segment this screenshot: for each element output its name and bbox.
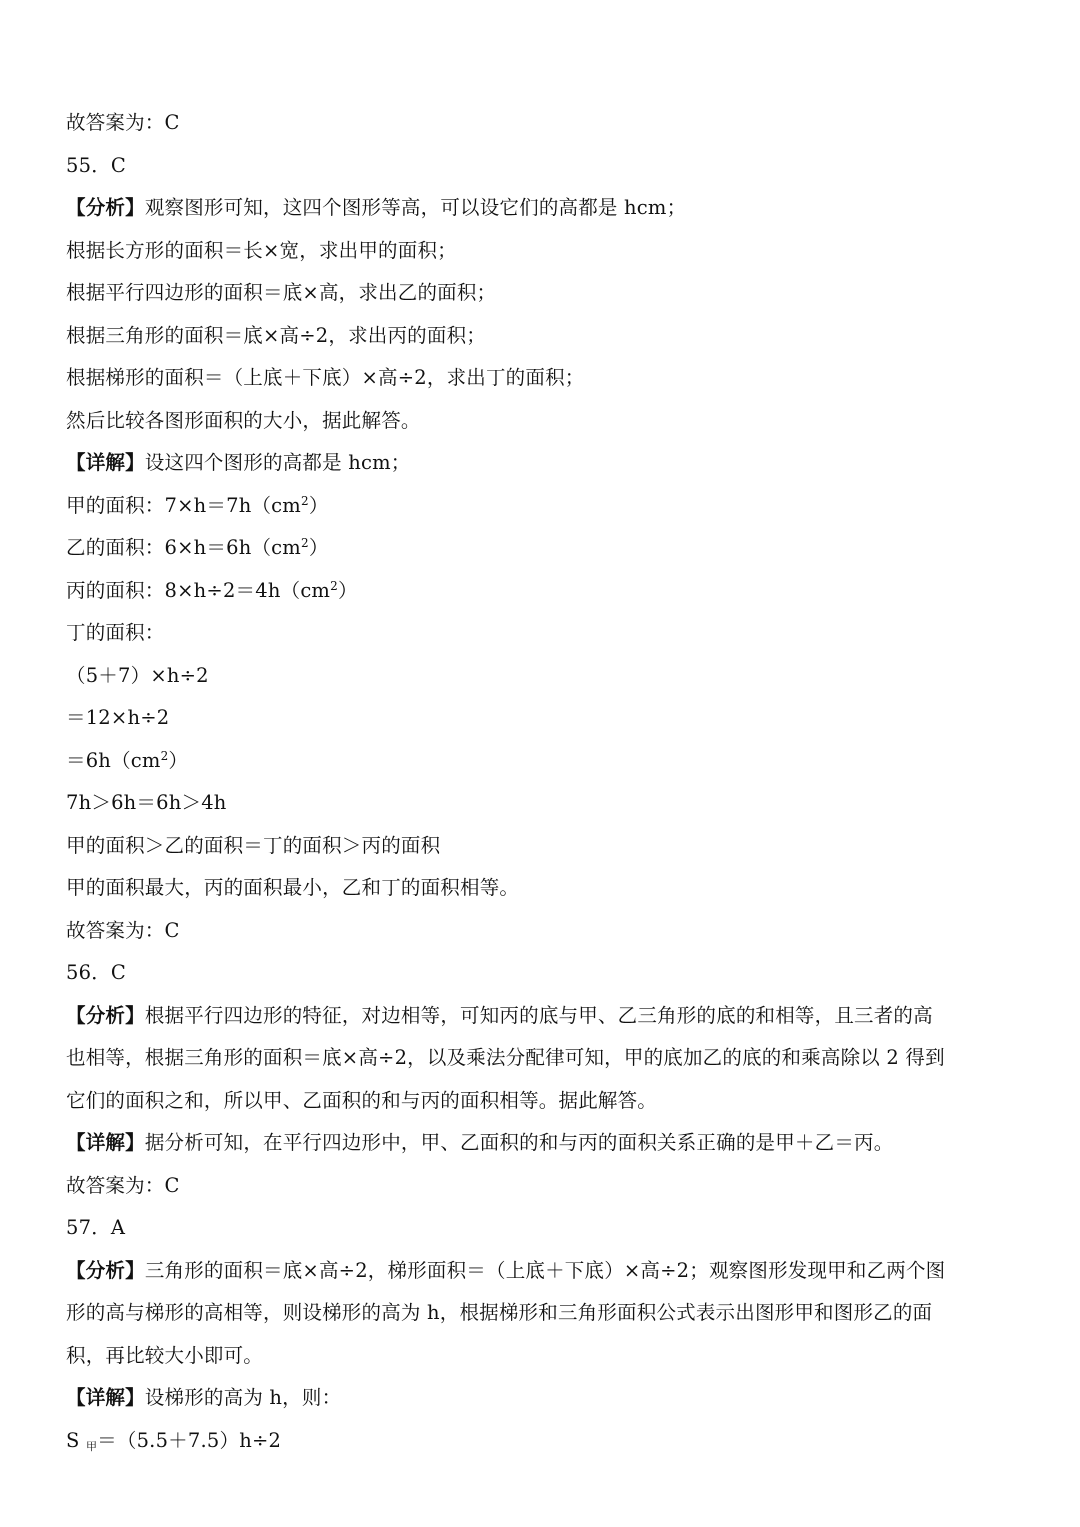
- answer-line: [66, 910, 1026, 953]
- formula-text: 丙的面积：8×h÷2＝4h（cm: [66, 578, 331, 602]
- analysis-text: 根据平行四边形的特征，对边相等，可知丙的底与甲、乙三角形的底的和相等，且三者的高: [144, 1003, 933, 1027]
- formula-text: ＝12×h÷2: [66, 706, 170, 729]
- formula-text: S: [66, 1428, 86, 1452]
- formula-text: ＝6h（cm: [66, 748, 161, 772]
- detail-tag: 【详解】: [66, 451, 145, 474]
- text-line: [66, 867, 1026, 910]
- formula-line: [66, 697, 1026, 740]
- document-body: [66, 102, 1026, 1462]
- analysis-text: 观察图形可知，这四个图形等高，可以设它们的高都是 hcm；: [144, 196, 687, 219]
- formula-text: ）: [308, 493, 329, 517]
- question-answer: 56．C: [66, 961, 127, 984]
- paragraph-line: [66, 995, 1026, 1038]
- formula-line: [66, 782, 1026, 825]
- answer-line: [66, 102, 1026, 145]
- analysis-paragraph: [66, 1250, 1026, 1378]
- formula-line: [66, 655, 1026, 698]
- question-answer: 57．A: [66, 1216, 126, 1239]
- text-line: [66, 357, 1026, 400]
- detail-tag: 【详解】: [66, 1131, 145, 1154]
- text-span: 根据平行四边形的面积＝底×高，求出乙的面积；: [66, 281, 497, 304]
- analysis-tag: 【分析】: [66, 196, 145, 219]
- question-number: [66, 145, 1026, 188]
- formula-text: ）: [308, 536, 329, 559]
- text-line: [66, 272, 1026, 315]
- formula-line: [66, 740, 1026, 783]
- superscript: 2: [300, 536, 309, 550]
- formula-text: 乙的面积：6×h＝6h（cm: [66, 536, 301, 559]
- formula-text: ）: [168, 748, 189, 772]
- superscript: 2: [300, 493, 309, 508]
- formula-text: 甲的面积：7×h＝7h（cm: [66, 493, 301, 517]
- formula-text: ＝（5.5＋7.5）h÷2: [97, 1428, 282, 1452]
- paragraph-line: [66, 1250, 1026, 1293]
- superscript: 2: [330, 578, 338, 593]
- paragraph-line: 形的高与梯形的高相等，则设梯形的高为 h，根据梯形和三角形面积公式表示出图形甲和图形乙的面: [66, 1301, 933, 1324]
- text-line: [66, 612, 1026, 655]
- answer-line: [66, 1165, 1026, 1208]
- text-line: [66, 400, 1026, 443]
- detail-tag: 【详解】: [66, 1386, 145, 1409]
- formula-text: ）: [337, 578, 358, 602]
- text-span: 甲的面积＞乙的面积＝丁的面积＞丙的面积: [66, 833, 441, 857]
- text-span: 根据长方形的面积＝长×宽，求出甲的面积；: [66, 238, 457, 262]
- text-span: 根据三角形的面积＝底×高÷2，求出丙的面积；: [66, 323, 486, 347]
- analysis-text: 三角形的面积＝底×高÷2，梯形面积＝（上底＋下底）×高÷2；观察图形发现甲和乙两个图: [144, 1258, 946, 1282]
- formula-line: [66, 527, 1026, 570]
- detail-line: [66, 442, 1026, 485]
- text-line: [66, 230, 1026, 273]
- detail-text: 设梯形的高为 h，则：: [144, 1386, 342, 1409]
- analysis-paragraph: [66, 995, 1026, 1123]
- text-span: 根据梯形的面积＝（上底＋下底）×高÷2，求出丁的面积；: [66, 366, 585, 389]
- text-line: [66, 315, 1026, 358]
- paragraph-line: 积，再比较大小即可。: [66, 1343, 264, 1367]
- analysis-tag: 【分析】: [66, 1003, 145, 1027]
- detail-line: [66, 1122, 1026, 1165]
- subscript: 甲: [85, 1439, 98, 1453]
- formula-text: 7h＞6h＝6h＞4h: [66, 791, 227, 814]
- text-span: 甲的面积最大，丙的面积最小，乙和丁的面积相等。: [66, 876, 520, 899]
- analysis-line: [66, 187, 1026, 230]
- detail-text: 设这四个图形的高都是 hcm；: [144, 451, 411, 474]
- paragraph-line: 它们的面积之和，所以甲、乙面积的和与丙的面积相等。据此解答。: [66, 1088, 658, 1112]
- answer-text: 故答案为：C: [66, 918, 180, 942]
- answer-text: 故答案为：C: [66, 111, 180, 134]
- text-span: 然后比较各图形面积的大小，据此解答。: [66, 408, 421, 432]
- detail-text: 据分析可知，在平行四边形中，甲、乙面积的和与丙的面积关系正确的是甲＋乙＝丙。: [144, 1131, 894, 1154]
- superscript: 2: [160, 748, 169, 763]
- paragraph-line: 也相等，根据三角形的面积＝底×高÷2，以及乘法分配律可知，甲的底加乙的底的和乘高除以 2 得到: [66, 1046, 945, 1069]
- text-line: [66, 825, 1026, 868]
- text-span: 丁的面积：: [66, 621, 165, 644]
- formula-line: [66, 1420, 1026, 1463]
- question-answer: 55．C: [66, 153, 127, 177]
- formula-line: [66, 485, 1026, 528]
- detail-line: [66, 1377, 1026, 1420]
- formula-line: [66, 570, 1026, 613]
- question-number: [66, 952, 1026, 995]
- analysis-tag: 【分析】: [66, 1258, 145, 1282]
- question-number: [66, 1207, 1026, 1250]
- answer-text: 故答案为：C: [66, 1173, 180, 1197]
- formula-text: （5＋7）×h÷2: [66, 663, 209, 687]
